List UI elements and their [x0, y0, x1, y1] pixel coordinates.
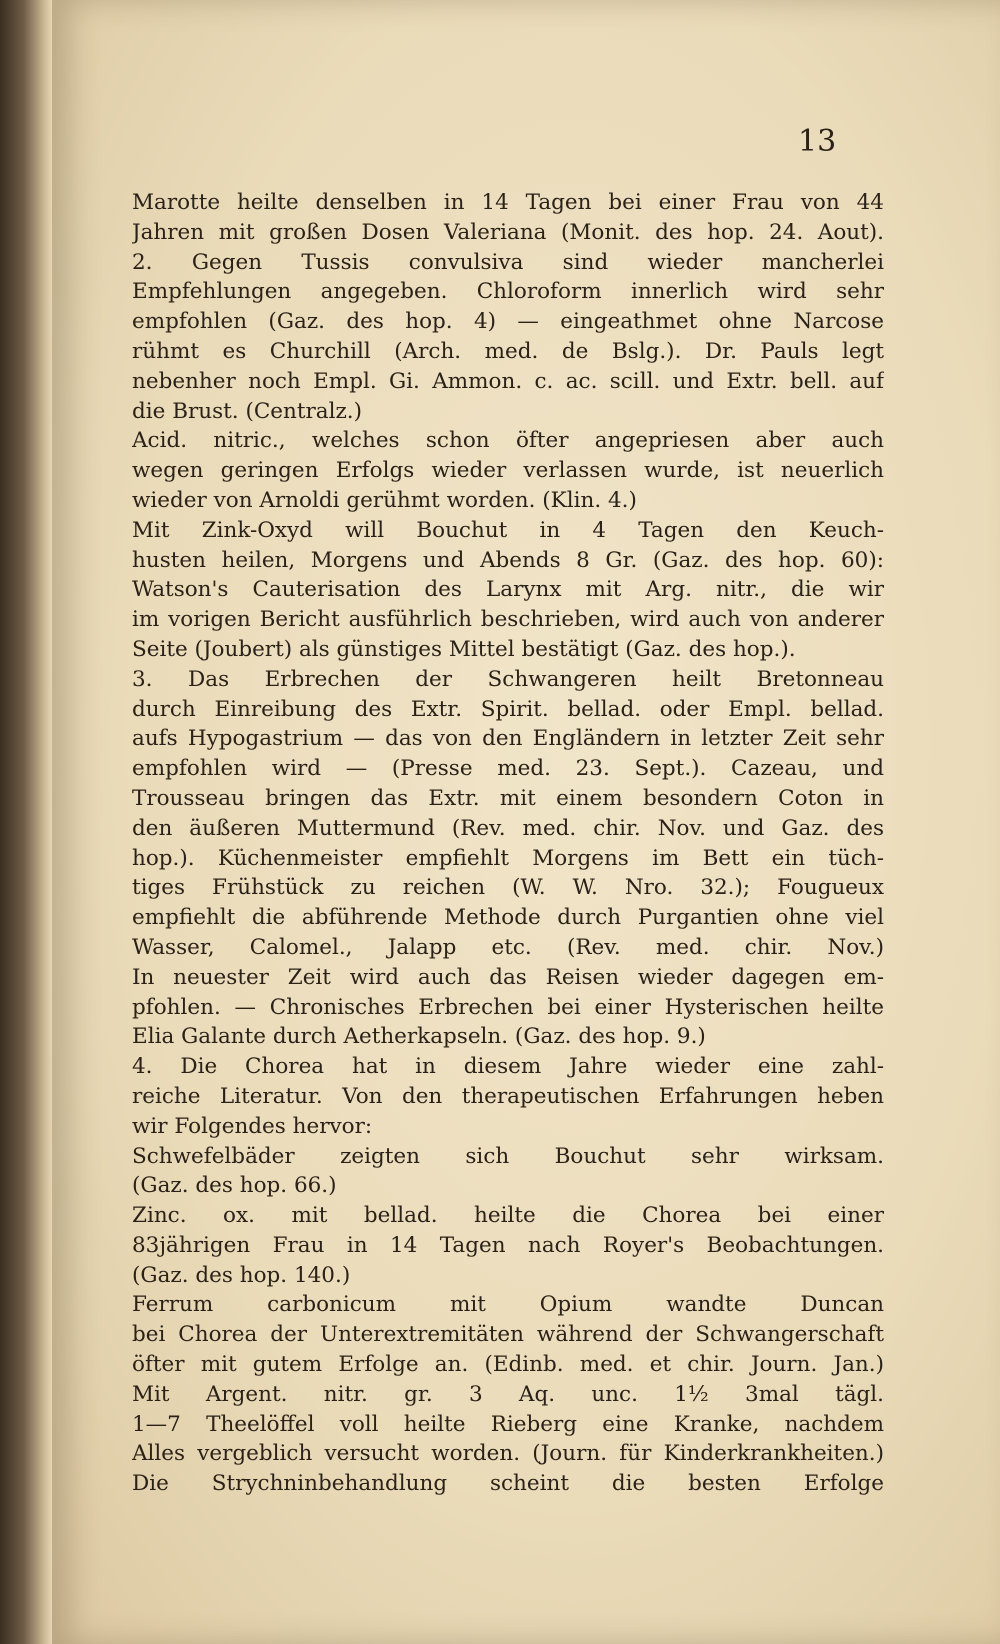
text-line: pfohlen. — Chronisches Erbrechen bei einer Hysterischen heilte: [132, 994, 884, 1020]
body-text: [132, 188, 884, 1499]
text-line: Marotte heilte denselben in 14 Tagen bei einer Frau von 44: [132, 190, 884, 215]
text-line: In neuester Zeit wird auch das Reisen wieder dagegen em-: [132, 964, 884, 990]
text-line: Empfehlungen angegeben. Chloroform innerlich wird sehr: [132, 279, 884, 305]
text-line: empfohlen (Gaz. des hop. 4) — eingeathmet ohne Narcose: [132, 309, 884, 335]
text-line: Trousseau bringen das Extr. mit einem besondern Coton in: [132, 785, 884, 811]
text-line: Jahren mit großen Dosen Valeriana (Monit. des hop. 24. Aout).: [132, 219, 884, 245]
text-line: den äußeren Muttermund (Rev. med. chir. Nov. und Gaz. des: [132, 815, 884, 841]
text-line: wir Folgendes hervor:: [132, 1113, 373, 1139]
text-line: nebenher noch Empl. Gi. Ammon. c. ac. scill. und Extr. bell. auf: [132, 368, 884, 394]
text-line: 2. Gegen Tussis convulsiva sind wieder mancherlei: [132, 249, 884, 275]
text-line: bei Chorea der Unterextremitäten während der Schwangerschaft: [132, 1322, 884, 1348]
text-line: Zinc. ox. mit bellad. heilte die Chorea bei einer: [132, 1203, 884, 1229]
text-line: reiche Literatur. Von den therapeutischen Erfahrungen heben: [132, 1083, 884, 1109]
text-line: tiges Frühstück zu reichen (W. W. Nro. 32.); Fougueux: [132, 875, 884, 901]
text-line: Wasser, Calomel., Jalapp etc. (Rev. med. chir. Nov.): [132, 934, 884, 960]
text-line: Watson's Cauterisation des Larynx mit Arg. nitr., die wir: [132, 577, 884, 603]
text-line: 1—7 Theelöffel voll heilte Rieberg eine Kranke, nachdem: [132, 1411, 884, 1437]
text-line: im vorigen Bericht ausführlich beschrieben, wird auch von anderer: [132, 607, 884, 633]
text-line: 83jährigen Frau in 14 Tagen nach Royer's Beobachtungen.: [132, 1232, 884, 1258]
text-line: hop.). Küchenmeister empfiehlt Morgens im Bett ein tüch-: [132, 845, 884, 871]
text-line: Alles vergeblich versucht worden. (Journ. für Kinderkrankheiten.): [132, 1441, 884, 1467]
text-line: husten heilen, Morgens und Abends 8 Gr. (Gaz. des hop. 60):: [132, 547, 884, 573]
text-line: 3. Das Erbrechen der Schwangeren heilt Bretonneau: [132, 666, 884, 692]
text-line: Acid. nitric., welches schon öfter angepriesen aber auch: [132, 428, 884, 454]
text-line: (Gaz. des hop. 66.): [132, 1173, 337, 1199]
text-line: öfter mit gutem Erfolge an. (Edinb. med. et chir. Journ. Jan.): [132, 1352, 884, 1378]
text-line: rühmt es Churchill (Arch. med. de Bslg.). Dr. Pauls legt: [132, 338, 884, 364]
text-line: Die Strychninbehandlung scheint die besten Erfolge: [132, 1471, 884, 1497]
text-line: Schwefelbäder zeigten sich Bouchut sehr wirksam.: [132, 1143, 884, 1169]
text-line: 4. Die Chorea hat in diesem Jahre wieder eine zahl-: [132, 1054, 884, 1080]
text-line: wieder von Arnoldi gerühmt worden. (Klin. 4.): [132, 487, 637, 513]
text-line: Seite (Joubert) als günstiges Mittel bestätigt (Gaz. des hop.).: [132, 636, 796, 662]
text-line: empfiehlt die abführende Methode durch Purgantien ohne viel: [132, 905, 884, 931]
text-line: aufs Hypogastrium — das von den Engländern in letzter Zeit sehr: [132, 726, 884, 752]
text-line: empfohlen wird — (Presse med. 23. Sept.). Cazeau, und: [132, 756, 884, 782]
text-line: (Gaz. des hop. 140.): [132, 1262, 351, 1288]
text-line: wegen geringen Erfolgs wieder verlassen wurde, ist neuerlich: [132, 458, 884, 484]
text-line: Elia Galante durch Aetherkapseln. (Gaz. des hop. 9.): [132, 1024, 706, 1050]
book-spine-edge: [0, 0, 52, 1644]
text-line: durch Einreibung des Extr. Spirit. bellad. oder Empl. bellad.: [132, 696, 884, 722]
text-line: die Brust. (Centralz.): [132, 398, 363, 424]
text-line: Mit Argent. nitr. gr. 3 Aq. unc. 1½ 3mal tägl.: [132, 1381, 884, 1407]
text-line: Ferrum carbonicum mit Opium wandte Duncan: [132, 1292, 884, 1318]
page-number: 13: [798, 124, 837, 159]
text-line: Mit Zink-Oxyd will Bouchut in 4 Tagen den Keuch-: [132, 517, 884, 543]
book-page: [52, 0, 1000, 1644]
